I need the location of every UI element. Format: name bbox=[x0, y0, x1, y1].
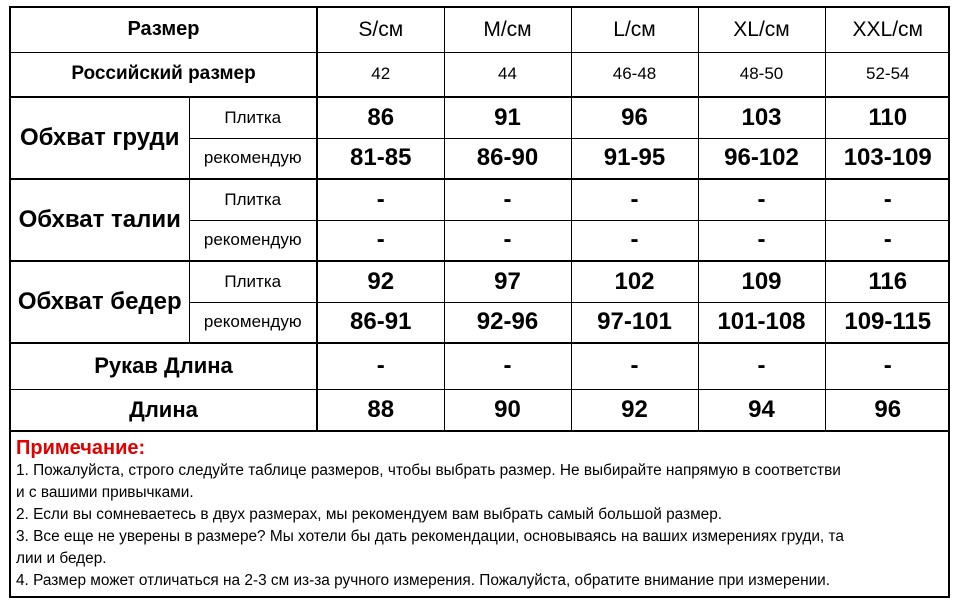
length-value: 88 bbox=[317, 389, 444, 431]
length-value: 90 bbox=[444, 389, 571, 431]
russian-size-value: 52-54 bbox=[825, 52, 950, 97]
chest-rec-label: рекомендую bbox=[189, 138, 317, 179]
length-value: 94 bbox=[698, 389, 825, 431]
size-table bbox=[11, 8, 950, 432]
sleeve-value: - bbox=[444, 343, 571, 389]
note-line: лии и бедер. bbox=[16, 550, 107, 567]
waist-flat-value: - bbox=[825, 179, 950, 220]
waist-label: Обхват талии bbox=[11, 179, 189, 261]
russian-size-value: 46-48 bbox=[571, 52, 698, 97]
length-label: Длина bbox=[11, 389, 317, 431]
waist-rec-value: - bbox=[825, 220, 950, 261]
size-chart-sheet bbox=[9, 6, 950, 598]
waist-flat-value: - bbox=[571, 179, 698, 220]
chest-flat-value: 96 bbox=[571, 97, 698, 138]
chest-rec-value: 96-102 bbox=[698, 138, 825, 179]
size-header-label: Размер bbox=[11, 8, 317, 52]
sleeve-row bbox=[11, 343, 950, 389]
hips-rec-value: 86-91 bbox=[317, 302, 444, 343]
note-line: 4. Размер может отличаться на 2-3 см из-за ручного измерения. Пожалуйста, обратите внимание при измерении. bbox=[16, 572, 831, 589]
waist-rec-value: - bbox=[698, 220, 825, 261]
note-line: 3. Все еще не уверены в размере? Мы хотели бы дать рекомендации, основываясь на ваших измерениях груди, та bbox=[16, 528, 844, 545]
hips-rec-value: 109-115 bbox=[825, 302, 950, 343]
sleeve-value: - bbox=[825, 343, 950, 389]
hips-rec-value: 101-108 bbox=[698, 302, 825, 343]
chest-flat-row bbox=[11, 97, 950, 138]
chest-flat-value: 110 bbox=[825, 97, 950, 138]
waist-flat-label: Плитка bbox=[189, 179, 317, 220]
russian-size-row bbox=[11, 52, 950, 97]
sleeve-value: - bbox=[317, 343, 444, 389]
russian-size-value: 44 bbox=[444, 52, 571, 97]
sleeve-length-label: Рукав Длина bbox=[11, 343, 317, 389]
chest-rec-value: 81-85 bbox=[317, 138, 444, 179]
header-row bbox=[11, 8, 950, 52]
size-header-xl: XL/см bbox=[698, 8, 825, 52]
waist-rec-value: - bbox=[444, 220, 571, 261]
sleeve-value: - bbox=[571, 343, 698, 389]
length-value: 92 bbox=[571, 389, 698, 431]
hips-flat-row bbox=[11, 261, 950, 302]
length-value: 96 bbox=[825, 389, 950, 431]
notes-title: Примечание: bbox=[16, 437, 146, 459]
hips-flat-value: 109 bbox=[698, 261, 825, 302]
hips-flat-value: 116 bbox=[825, 261, 950, 302]
note-line: 2. Если вы сомневаетесь в двух размерах, мы рекомендуем вам выбрать самый большой размер. bbox=[16, 506, 723, 523]
size-header-s: S/см bbox=[317, 8, 444, 52]
russian-size-value: 42 bbox=[317, 52, 444, 97]
waist-flat-row bbox=[11, 179, 950, 220]
chest-rec-value: 86-90 bbox=[444, 138, 571, 179]
size-header-l: L/см bbox=[571, 8, 698, 52]
waist-rec-value: - bbox=[571, 220, 698, 261]
russian-size-label: Российский размер bbox=[11, 52, 317, 97]
hips-flat-value: 92 bbox=[317, 261, 444, 302]
russian-size-value: 48-50 bbox=[698, 52, 825, 97]
notes-section bbox=[11, 432, 948, 592]
note-line: и с вашими привычками. bbox=[16, 484, 194, 501]
waist-flat-value: - bbox=[698, 179, 825, 220]
length-row bbox=[11, 389, 950, 431]
hips-flat-label: Плитка bbox=[189, 261, 317, 302]
waist-rec-value: - bbox=[317, 220, 444, 261]
waist-rec-label: рекомендую bbox=[189, 220, 317, 261]
hips-rec-value: 97-101 bbox=[571, 302, 698, 343]
hips-flat-value: 102 bbox=[571, 261, 698, 302]
chest-flat-label: Плитка bbox=[189, 97, 317, 138]
note-line: 1. Пожалуйста, строго следуйте таблице размеров, чтобы выбрать размер. Не выбирайте напрямую в соответстви bbox=[16, 462, 841, 479]
waist-flat-value: - bbox=[317, 179, 444, 220]
size-header-m: M/см bbox=[444, 8, 571, 52]
chest-flat-value: 86 bbox=[317, 97, 444, 138]
hips-rec-label: рекомендую bbox=[189, 302, 317, 343]
chest-flat-value: 103 bbox=[698, 97, 825, 138]
chest-rec-value: 103-109 bbox=[825, 138, 950, 179]
chest-label: Обхват груди bbox=[11, 97, 189, 179]
hips-label: Обхват бедер bbox=[11, 261, 189, 343]
hips-rec-value: 92-96 bbox=[444, 302, 571, 343]
chest-rec-value: 91-95 bbox=[571, 138, 698, 179]
sleeve-value: - bbox=[698, 343, 825, 389]
waist-flat-value: - bbox=[444, 179, 571, 220]
chest-flat-value: 91 bbox=[444, 97, 571, 138]
hips-flat-value: 97 bbox=[444, 261, 571, 302]
size-header-xxl: XXL/см bbox=[825, 8, 950, 52]
